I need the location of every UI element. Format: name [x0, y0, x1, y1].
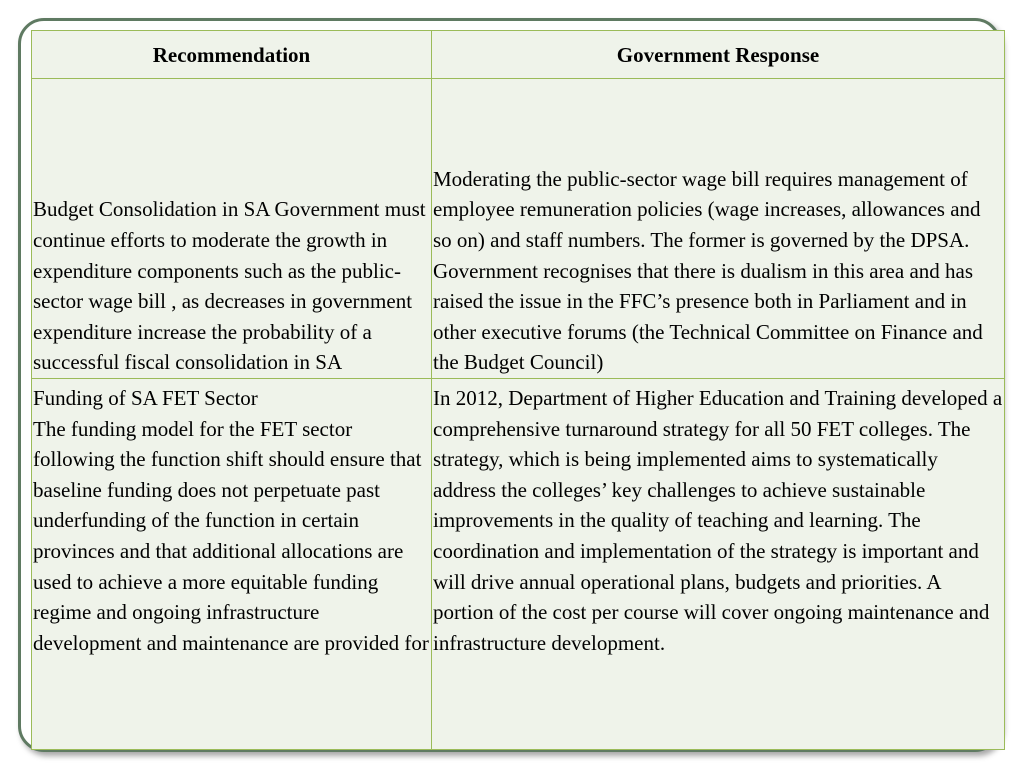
table-row [32, 79, 1005, 379]
recommendation-cell [32, 379, 432, 750]
table-header-row [32, 31, 1005, 79]
recommendation-title: Funding of SA FET Sector [33, 386, 258, 410]
response-cell [432, 79, 1005, 379]
header-recommendation: Recommendation [32, 31, 432, 79]
recommendation-cell [32, 79, 432, 379]
table-container [31, 30, 1004, 746]
recommendation-text: The funding model for the FET sector following the function shift should ensure that baseline funding does not perpetuate past underfunding of the function in certain provinces and that additional allocations are used to achieve a more equitable funding regime and ongoing infrastructure development and maintenance are provided for [33, 416, 429, 655]
header-government-response: Government Response [432, 31, 1005, 79]
response-cell [432, 379, 1005, 750]
response-text: In 2012, Department of Higher Education and Training developed a comprehensive turnaround strategy for all 50 FET colleges. The strategy, which is being implemented aims to systematically address the colleges’ key challenges to achieve sustainable improvements in the quality of teaching and learning. The coordination and implementation of the strategy is important and will drive annual operational plans, budgets and priorities. A portion of the cost per course will cover ongoing maintenance and infrastructure development. [433, 386, 1003, 655]
recommendations-table [31, 30, 1005, 750]
response-text: Moderating the public-sector wage bill requires management of employee remuneration policies (wage increases, allowances and so on) and staff numbers. The former is governed by the DPSA. Government recognises that there is dualism in this area and has raised the issue in the FFC’s presence both in Parliament and in other executive forums (the Technical Committee on Finance and the Budget Council) [433, 166, 983, 375]
recommendation-text: Budget Consolidation in SA Government must continue efforts to moderate the growth in expenditure components such as the public-sector wage bill , as decreases in government expenditure increase the probability of a successful fiscal consolidation in SA [33, 197, 426, 375]
table-row [32, 379, 1005, 750]
